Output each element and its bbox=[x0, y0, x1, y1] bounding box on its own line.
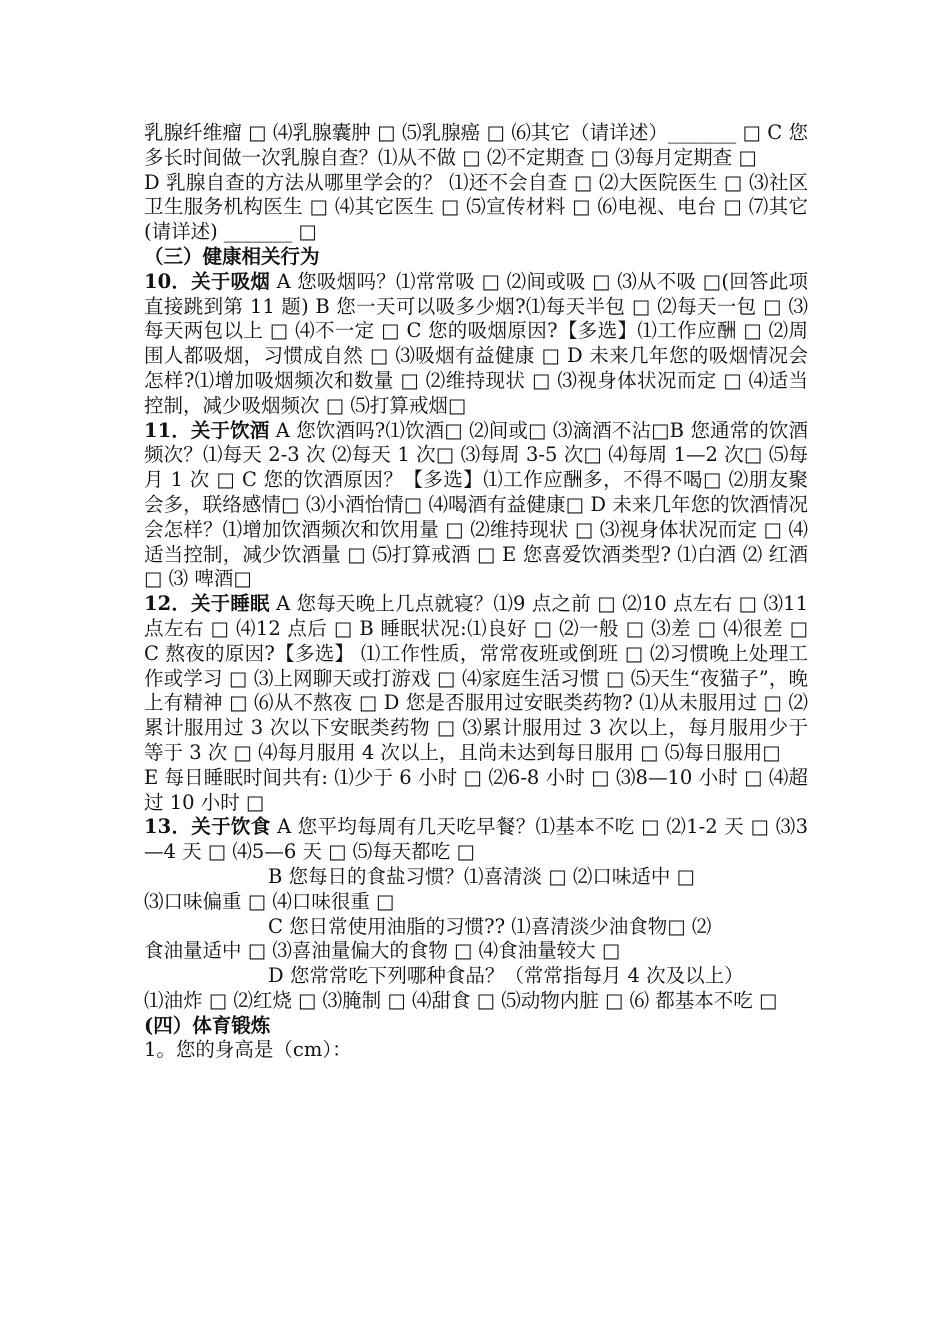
sleep-text: A 您每天晚上几点就寝？⑴9 点之前 □ ⑵10 点左右 □ ⑶11 点左右 □ ⑷12 点后 □ B 睡眠状况:⑴良好 □ ⑵一般 □ ⑶差 □ ⑷很差 □ C 熬夜的原因?【多选】 ⑴工作性质，常常夜班或倒班 □ ⑵习惯晚上处理工作或学习 □ ⑶上网聊天或打游戏 □ ⑷家庭生活习惯 □ ⑸天生“夜猫子”，晚上有精神 □ ⑹从不熬夜 □ D 您是否服用过安眠类药物? ⑴从未服用过 □ ⑵累计服用过 3 次以下安眠类药物 □ ⑶累计服用过 3 次以上，每月服用少于等于 3 次 □ ⑷每月服用 4 次以上，且尚未达到每日服用 □ ⑸每日服用□ bbox=[144, 592, 808, 764]
diet-salt-question: B 您每日的食盐习惯？⑴喜清淡 □ ⑵口味适中 □ bbox=[268, 864, 695, 888]
question-diet bbox=[144, 815, 808, 865]
sleep-heading: 12．关于睡眠 bbox=[144, 592, 270, 616]
diet-food-question: D 您常常吃下列哪种食品？（常常指每月 4 次及以上） bbox=[268, 964, 744, 988]
question-sleep bbox=[144, 592, 808, 766]
questionnaire-page bbox=[144, 121, 808, 1063]
diet-salt-options: ⑶口味偏重 □ ⑷口味很重 □ bbox=[144, 889, 395, 913]
question-drinking bbox=[144, 419, 808, 593]
section-heading-exercise: (四）体育锻炼 bbox=[144, 1013, 271, 1037]
diet-breakfast-text: A 您平均每周有几天吃早餐？⑴基本不吃 □ ⑵1-2 天 □ ⑶3—4 天 □ ⑷5—6 天 □ ⑸每天都吃 □ bbox=[144, 815, 808, 864]
breast-disease-continued: 乳腺纤维瘤 □ ⑷乳腺囊肿 □ ⑸乳腺癌 □ ⑹其它（请详述）_______ □ C 您多长时间做一次乳腺自查？⑴从不做 □ ⑵不定期查 □ ⑶每月定期查 □ bbox=[144, 121, 808, 169]
question-height: 1。您的身高是（cm）： bbox=[144, 1038, 352, 1062]
smoking-heading: 10．关于吸烟 bbox=[144, 269, 271, 293]
diet-heading: 13．关于饮食 bbox=[144, 815, 271, 839]
section-heading-health-behavior: （三）健康相关行为 bbox=[144, 244, 320, 268]
diet-food-options: ⑴油炸 □ ⑵红烧 □ ⑶腌制 □ ⑷甜食 □ ⑸动物内脏 □ ⑹ 都基本不吃 □ bbox=[144, 988, 778, 1012]
breast-self-exam-source: D 乳腺自查的方法从哪里学会的？ ⑴还不会自查 □ ⑵大医院医生 □ ⑶社区卫生服务机构医生 □ ⑷其它医生 □ ⑸宣传材料 □ ⑹电视、电台 □ ⑺其它(请详述) _______ □ bbox=[144, 170, 808, 244]
drinking-heading: 11．关于饮酒 bbox=[144, 418, 270, 442]
sleep-duration: E 每日睡眠时间共有: ⑴少于 6 小时 □ ⑵6-8 小时 □ ⑶8—10 小时 □ ⑷超过 10 小时 □ bbox=[144, 765, 808, 814]
question-smoking bbox=[144, 270, 808, 419]
drinking-text: A 您饮酒吗?⑴饮酒□ ⑵间或□ ⑶滴酒不沾□B 您通常的饮酒频次？⑴每天 2-3 次 ⑵每天 1 次□ ⑶每周 3-5 次□ ⑷每周 1—2 次□ ⑸每月 1 次 □ C 您的饮酒原因？【多选】⑴工作应酬多，不得不喝□ ⑵朋友聚会多，联络感情□ ⑶小酒怡情□ ⑷喝酒有益健康□ D 未来几年您的饮酒情况会怎样？⑴增加饮酒频次和饮用量 □ ⑵维持现状 □ ⑶视身体状况而定 □ ⑷适当控制，减少饮酒量 □ ⑸打算戒酒 □ E 您喜爱饮酒类型? ⑴白酒 ⑵ 红酒 □ ⑶ 啤酒□ bbox=[144, 418, 808, 591]
diet-oil-options: 食油量适中 □ ⑶喜油量偏大的食物 □ ⑷食油量较大 □ bbox=[144, 939, 621, 963]
smoking-text: A 您吸烟吗？⑴常常吸 □ ⑵间或吸 □ ⑶从不吸 □(回答此项直接跳到第 11 题) B 您一天可以吸多少烟?⑴每天半包 □ ⑵每天一包 □ ⑶每天两包以上 □ ⑷不一定 □ C 您的吸烟原因?【多选】⑴工作应酬 □ ⑵周围人都吸烟，习惯成自然 □ ⑶吸烟有益健康 □ D 未来几年您的吸烟情况会怎样?⑴增加吸烟频次和数量 □ ⑵维持现状 □ ⑶视身体状况而定 □ ⑷适当控制，减少吸烟频次 □ ⑸打算戒烟□ bbox=[144, 269, 808, 417]
diet-oil-question: C 您日常使用油脂的习惯?? ⑴喜清淡少油食物□ ⑵ bbox=[268, 914, 712, 938]
